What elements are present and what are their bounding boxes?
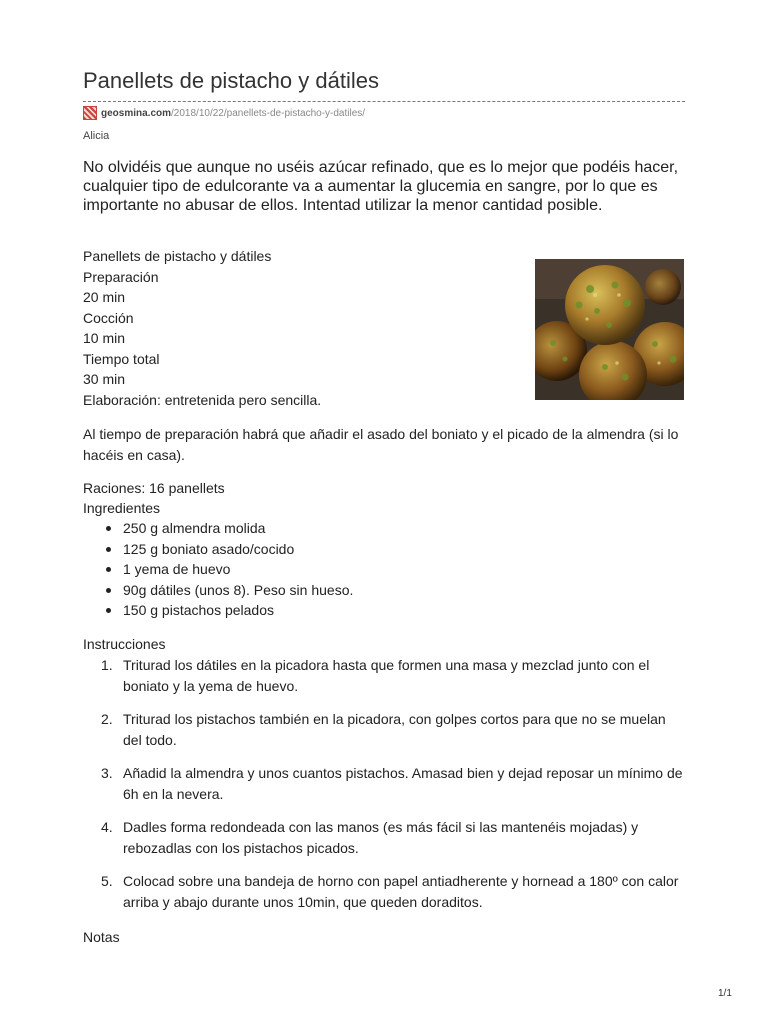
list-item: 1 yema de huevo: [123, 559, 353, 580]
recipe-meta: [83, 246, 321, 410]
recipe-name: Panellets de pistacho y dátiles: [83, 248, 272, 264]
list-item: 125 g boniato asado/cocido: [123, 539, 353, 560]
recipe-photo: [535, 259, 684, 400]
list-item: [101, 763, 685, 804]
list-item: [101, 655, 685, 696]
intro-paragraph: No olvidéis que aunque no uséis azúcar refinado, que es lo mejor que podéis hacer, cualquier tipo de edulcorante va a aumentar la glucemia en sangre, por lo que es importante no abusar de ellos. Intentad utilizar la menor cantidad posible.: [83, 159, 679, 214]
notes-heading: Notas: [83, 929, 120, 945]
step-number: 2.: [101, 711, 113, 727]
step-number: 4.: [101, 819, 113, 835]
servings: Raciones: 16 panellets: [83, 480, 225, 496]
difficulty: Elaboración: entretenida pero sencilla.: [83, 391, 322, 408]
prep-label: Preparación: [83, 268, 159, 285]
step-number: 3.: [101, 765, 113, 781]
step-text: Triturad los dátiles en la picadora hasta que formen una masa y mezclad junto con el boniato y la yema de huevo.: [123, 657, 650, 694]
cook-value: 10 min: [83, 330, 126, 346]
panellets-photo-illustration: [535, 259, 684, 400]
source-path[interactable]: /2018/10/22/panellets-de-pistacho-y-datiles/: [171, 107, 366, 119]
source-domain[interactable]: geosmina.com: [101, 107, 172, 119]
step-text: Triturad los pistachos también en la picadora, con golpes cortos para que no se muelan del todo.: [123, 711, 666, 748]
title-divider: [83, 101, 685, 102]
step-text: Colocad sobre una bandeja de horno con papel antiadherente y hornead a 180º con calor arriba y abajo durante unos 10min, que queden doraditos.: [123, 873, 679, 910]
instructions-list: [83, 655, 685, 925]
list-item: [101, 871, 685, 912]
page-number: 1/1: [718, 988, 732, 999]
prep-value: 20 min: [83, 289, 126, 305]
ingredients-heading: Ingredientes: [83, 500, 161, 516]
page-title: Panellets de pistacho y dátiles: [83, 68, 379, 93]
site-favicon-icon: [83, 106, 97, 120]
author-name: Alicia: [83, 130, 110, 142]
list-item: 150 g pistachos pelados: [123, 600, 353, 621]
total-value: 30 min: [83, 371, 126, 387]
list-item: [101, 817, 685, 858]
source-url[interactable]: [83, 106, 365, 120]
list-item: 90g dátiles (unos 8). Peso sin hueso.: [123, 580, 353, 601]
cook-label: Cocción: [83, 309, 134, 326]
instructions-heading: Instrucciones: [83, 636, 166, 652]
total-label: Tiempo total: [83, 350, 160, 367]
list-item: [101, 709, 685, 750]
step-text: Añadid la almendra y unos cuantos pistachos. Amasad bien y dejad reposar un mínimo de 6h en la nevera.: [123, 765, 683, 802]
step-number: 1.: [101, 657, 113, 673]
prep-note-paragraph: Al tiempo de preparación habrá que añadir el asado del boniato y el picado de la almendra (si lo hacéis en casa).: [83, 426, 679, 463]
step-number: 5.: [101, 873, 113, 889]
step-text: Dadles forma redondeada con las manos (es más fácil si las mantenéis mojadas) y rebozadlas con los pistachos picados.: [123, 819, 639, 856]
ingredients-list: [83, 518, 353, 621]
list-item: 250 g almendra molida: [123, 518, 353, 539]
